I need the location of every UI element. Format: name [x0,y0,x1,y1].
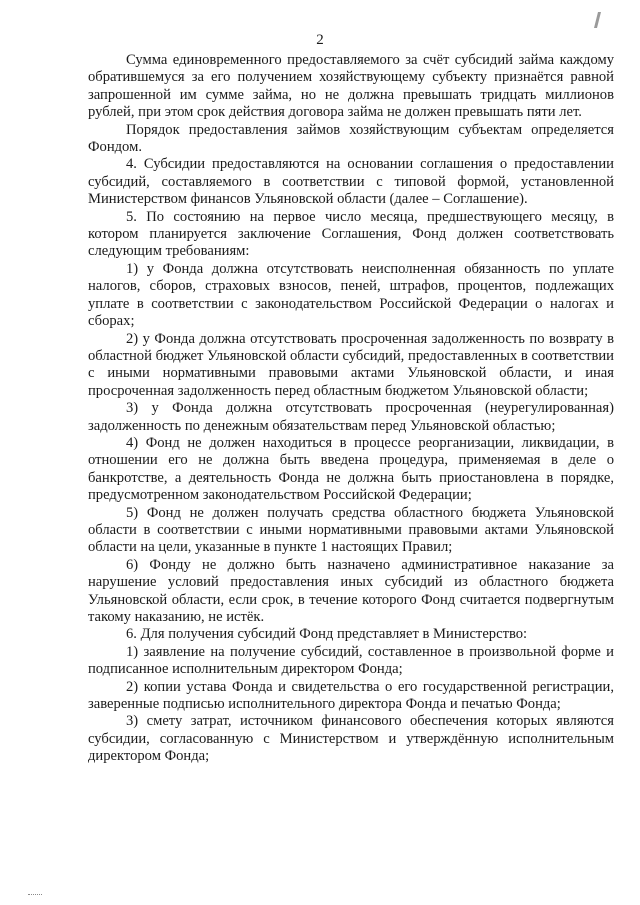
document-2-charter-copies: 2) копии устава Фонда и свидетельства о его государственной регистрации, заверенные подписью исполнительного директора Фонда и печатью Фонда; [88,678,614,713]
document-1-application: 1) заявление на получение субсидий, составленное в произвольной форме и подписанное исполнительным директором Фонда; [88,643,614,678]
scan-footer-mark [28,894,42,895]
requirement-4-reorganization: 4) Фонд не должен находиться в процессе реорганизации, ликвидации, в отношении его не должна быть введена процедура, применяемая в деле о банкротстве, а деятельность Фонда не должна быть приостановлена в порядке, предусмотренном законодательством Российской Федерации; [88,434,614,504]
scan-artifact-mark [594,12,601,28]
requirement-6-penalty: 6) Фонду не должно быть назначено административное наказание за нарушение условий предоставления иных субсидий из областного бюджета Ульяновской области, если срок, в течение которого Фонд считается подвергнутым такому наказанию, не истёк. [88,556,614,625]
paragraph-item-5-requirements: 5. По состоянию на первое число месяца, предшествующего месяцу, в котором планируется заключение Соглашения, Фонд должен соответствовать следующим требованиям: [88,208,614,260]
requirement-1-taxes: 1) у Фонда должна отсутствовать неисполненная обязанность по уплате налогов, сборов, страховых взносов, пеней, штрафов, процентов, подлежащих уплате в соответствии с законодательством Российской Федерации о налогах и сборах; [88,260,614,330]
requirement-5-other-funds: 5) Фонд не должен получать средства областного бюджета Ульяновской области в соответствии с иными нормативными правовыми актами Ульяновской области на цели, указанные в пункте 1 настоящих Правил; [88,504,614,556]
document-body [88,52,614,766]
paragraph-loan-procedure: Порядок предоставления займов хозяйствующим субъектам определяется Фондом. [88,121,614,156]
document-3-cost-estimate: 3) смету затрат, источником финансового обеспечения которых являются субсидии, согласованную с Министерством и утверждённую исполнительным директором Фонда; [88,713,614,765]
paragraph-item-6-documents: 6. Для получения субсидий Фонд представляет в Министерство: [126,626,528,643]
page-number: 2 [316,32,324,48]
requirement-3-monetary-obligations: 3) у Фонда должна отсутствовать просроченная (неурегулированная) задолженность по денежным обязательствам перед Ульяновской областью; [88,400,614,434]
requirement-2-budget-debt: 2) у Фонда должна отсутствовать просроченная задолженность по возврату в областной бюджет Ульяновской области субсидий, предоставленных в соответствии с иными нормативными правовыми актами Ульяновской области, и иная просроченная задолженность перед областным бюджетом Ульяновской области; [88,330,614,399]
paragraph-loan-amount: Сумма единовременного предоставляемого за счёт субсидий займа каждому обратившемуся за его получением хозяйствующему субъекту признаётся равной запрошенной им сумме займа, но не должна превышать тридцать миллионов рублей, при этом срок действия договора займа не должен превышать пяти лет. [88,52,614,121]
paragraph-item-4-agreement: 4. Субсидии предоставляются на основании соглашения о предоставлении субсидий, составляемого в соответствии с типовой формой, установленной Министерством финансов Ульяновской области (далее – Соглашение). [88,156,614,208]
